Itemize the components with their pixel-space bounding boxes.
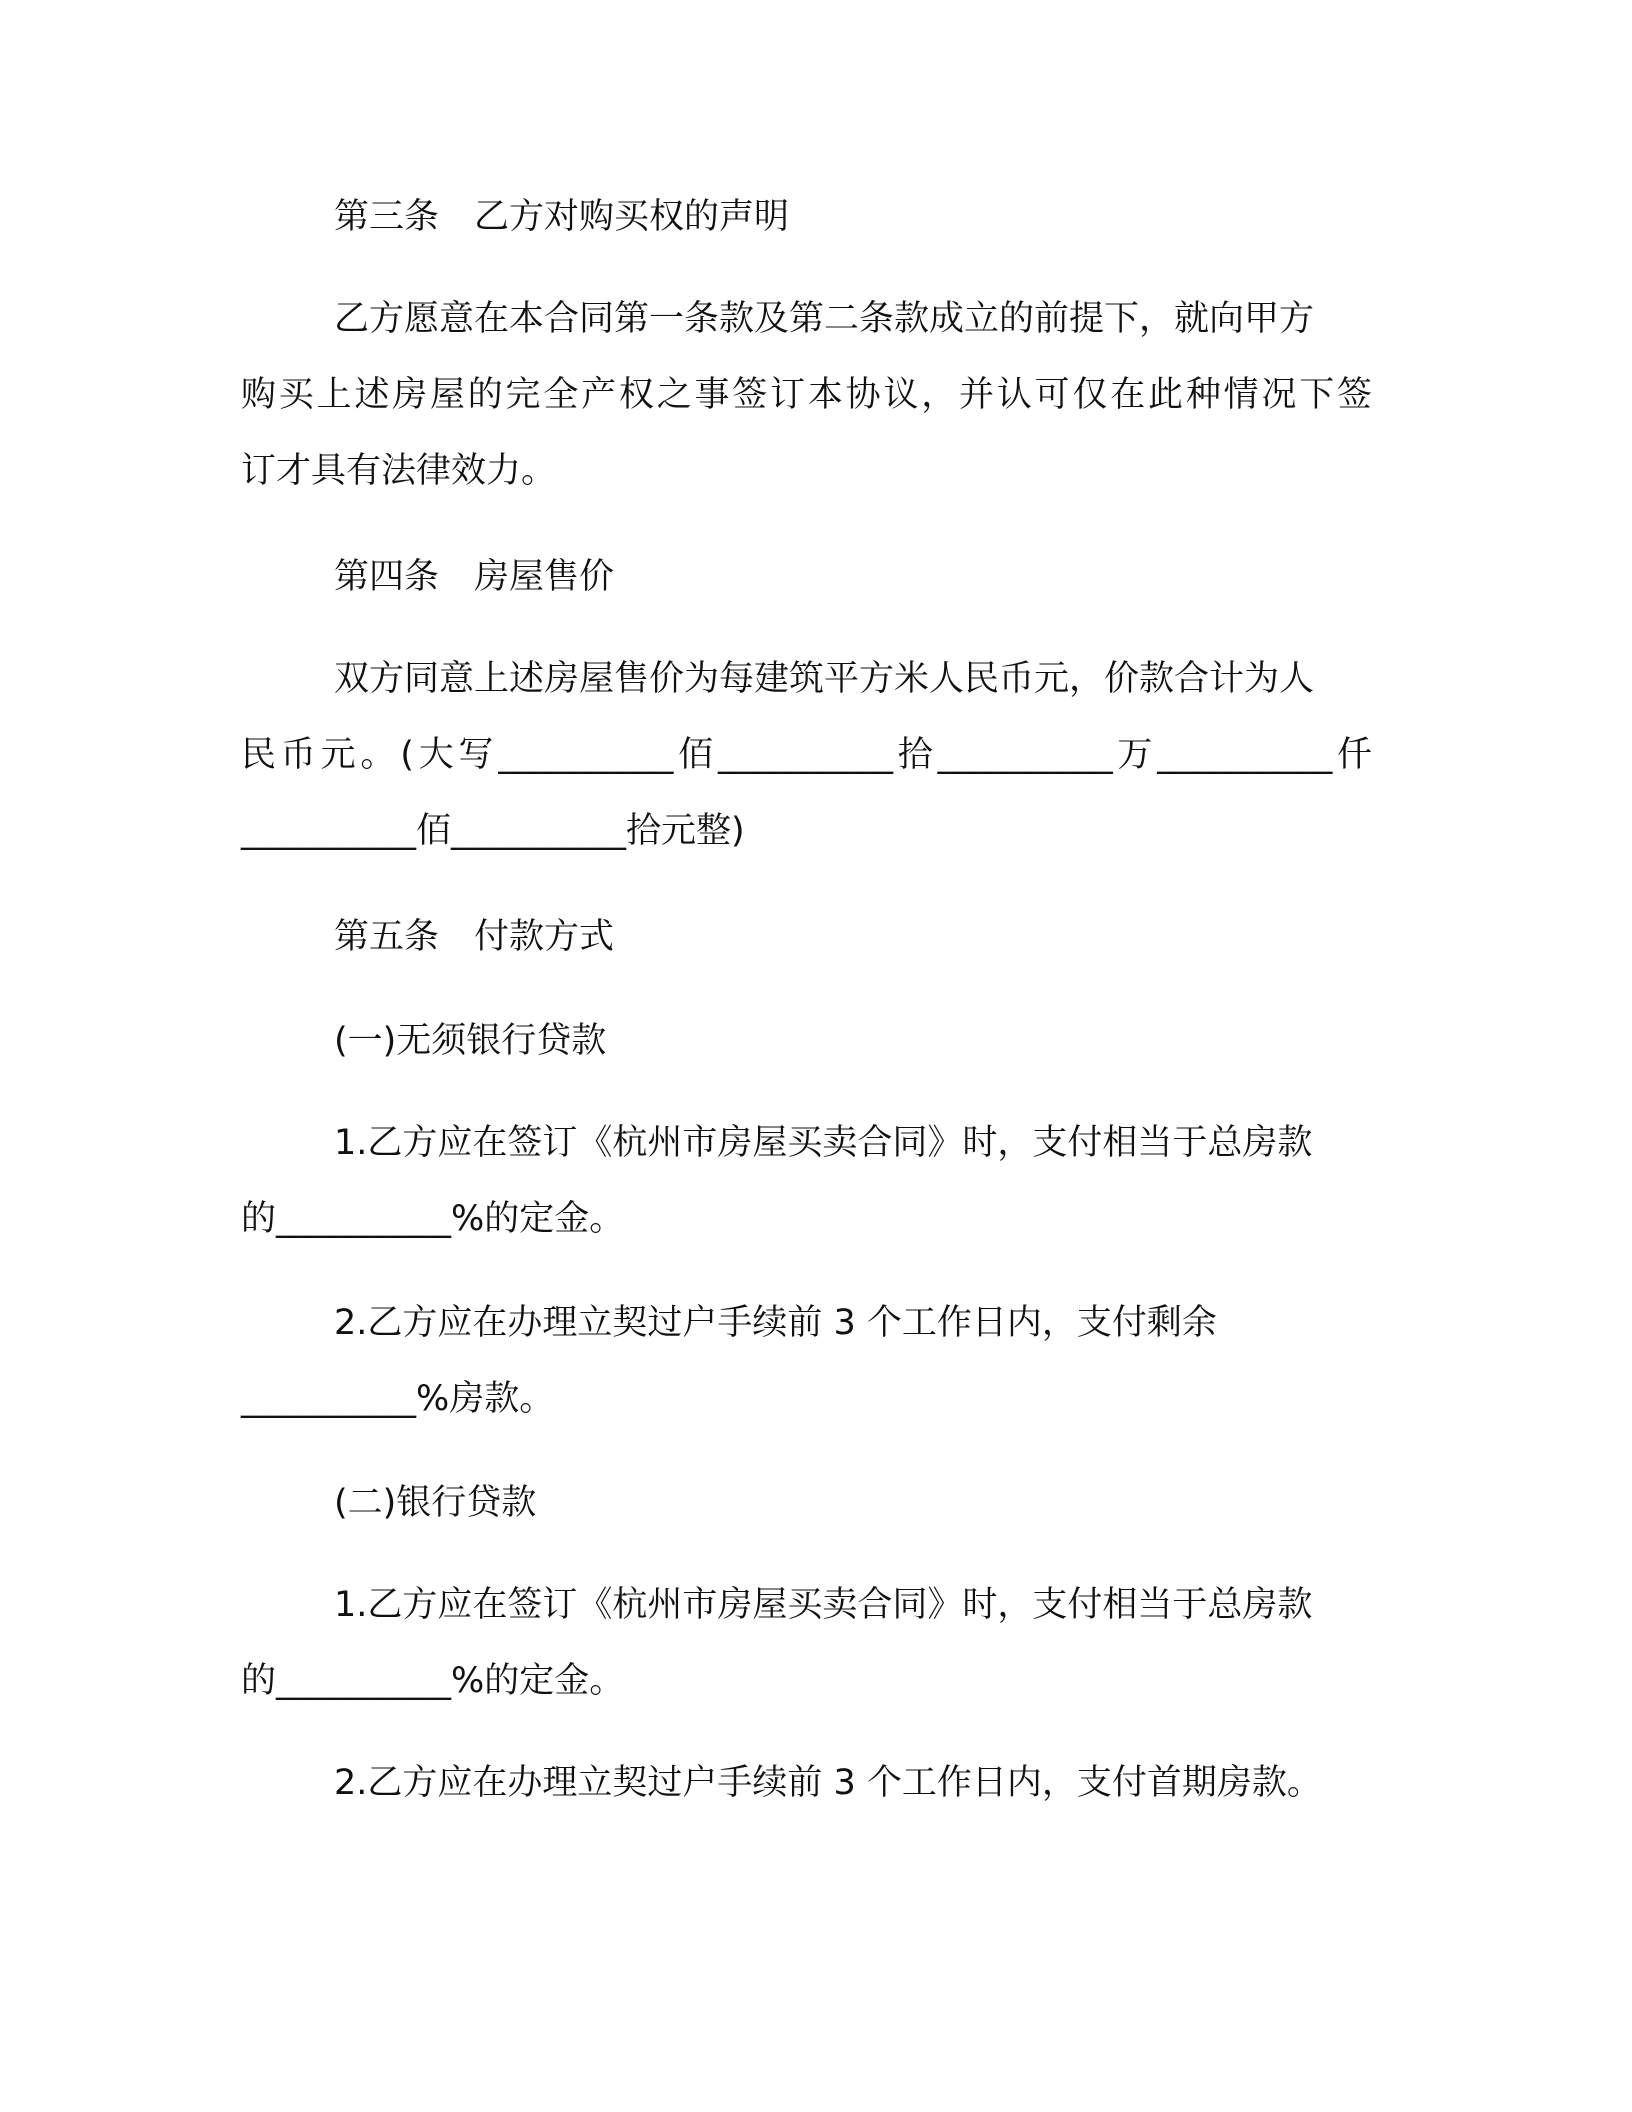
loan-heading: (二)银行贷款 xyxy=(334,1483,537,1523)
article-3-paragraph-line-2: 购买上述房屋的完全产权之事签订本协议，并认可仅在此种情况下签 xyxy=(241,375,1372,415)
article-3-paragraph-line-1: 乙方愿意在本合同第一条款及第二条款成立的前提下，就向甲方 xyxy=(334,299,1315,339)
no-loan-item-1-line-2: 的__________%的定金。 xyxy=(241,1199,625,1239)
no-loan-item-2-line-1: 2.乙方应在办理立契过户手续前 3 个工作日内，支付剩余 xyxy=(334,1303,1217,1343)
no-loan-item-2-line-2: __________%房款。 xyxy=(241,1379,555,1419)
loan-item-1-line-2: 的__________%的定金。 xyxy=(241,1661,625,1701)
article-3-heading: 第三条 乙方对购买权的声明 xyxy=(334,197,790,237)
loan-item-1-line-1: 1.乙方应在签订《杭州市房屋买卖合同》时，支付相当于总房款 xyxy=(334,1585,1313,1625)
loan-item-2-line-1: 2.乙方应在办理立契过户手续前 3 个工作日内，支付首期房款。 xyxy=(334,1763,1322,1803)
article-4-paragraph-line-3: __________佰__________拾元整) xyxy=(241,811,745,851)
no-loan-item-1-line-1: 1.乙方应在签订《杭州市房屋买卖合同》时，支付相当于总房款 xyxy=(334,1123,1313,1163)
article-5-heading: 第五条 付款方式 xyxy=(334,917,615,957)
article-4-heading: 第四条 房屋售价 xyxy=(334,557,615,597)
article-4-paragraph-line-1: 双方同意上述房屋售价为每建筑平方米人民币元，价款合计为人 xyxy=(334,659,1315,699)
article-4-paragraph-line-2: 民币元。(大写__________佰__________拾__________万__________仟 xyxy=(241,735,1372,775)
no-loan-heading: (一)无须银行贷款 xyxy=(334,1021,607,1061)
article-3-paragraph-line-3: 订才具有法律效力。 xyxy=(241,451,557,491)
